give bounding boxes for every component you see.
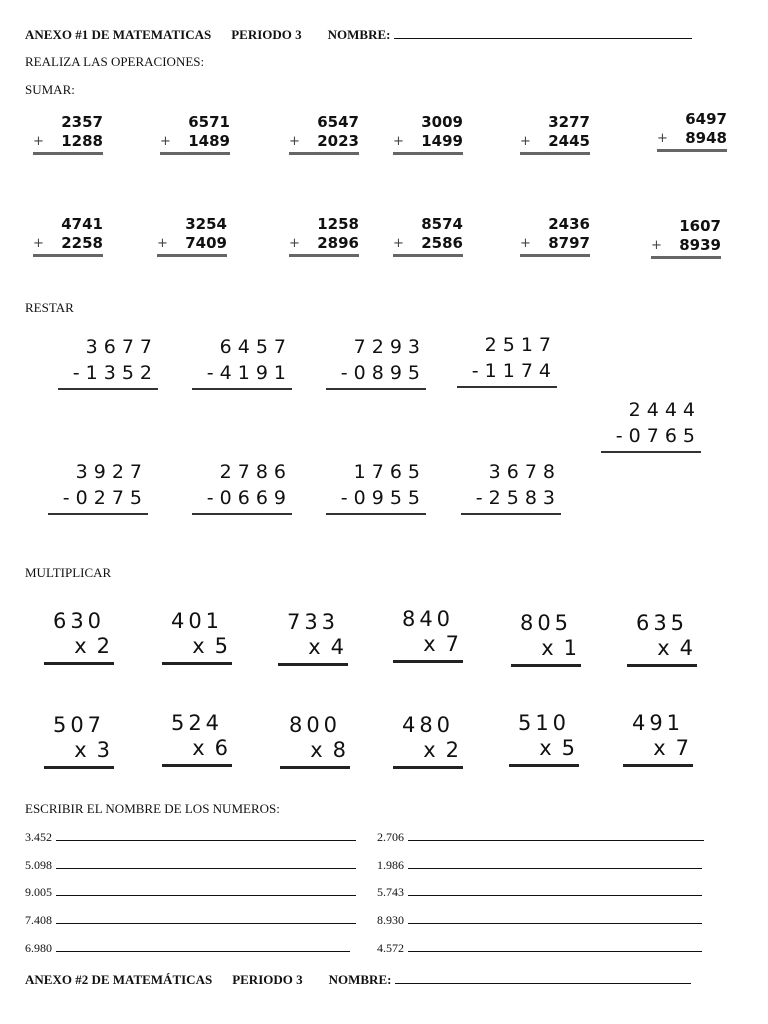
subtrahend: 0895 [353, 362, 426, 384]
plus-sign: + [520, 236, 531, 251]
addend-bottom: 2586 [421, 234, 463, 252]
multiplier-row [162, 634, 232, 659]
subtraction-problem [192, 459, 292, 515]
multiplicand: 507 [52, 713, 106, 737]
multiplication-problem [278, 610, 348, 666]
minus-sign: - [615, 425, 629, 447]
multiplication-problem [44, 713, 114, 769]
answer-line[interactable] [44, 662, 114, 665]
minuend: 2786 [219, 461, 292, 483]
multiplier-row [511, 636, 581, 661]
multiplicand: 491 [631, 711, 685, 735]
answer-line[interactable] [326, 388, 426, 390]
subtrahend-row [192, 485, 292, 511]
answer-line[interactable] [520, 254, 590, 257]
subtrahend: 0275 [75, 487, 148, 509]
addend-bottom: 8797 [548, 234, 590, 252]
answer-line[interactable] [509, 764, 579, 767]
minuend: 2444 [628, 399, 701, 421]
multiplication-problem [393, 607, 463, 663]
worksheet-title: ANEXO #1 DE MATEMATICAS [25, 27, 212, 42]
times-sign: x [192, 634, 209, 658]
answer-line[interactable] [623, 764, 693, 767]
minuend: 3677 [85, 336, 158, 358]
minus-sign: - [471, 360, 485, 382]
addend-top: 6497 [685, 110, 727, 128]
addition-heading: SUMAR: [25, 82, 75, 97]
subtrahend: 1352 [85, 362, 158, 384]
addend-bottom-row [657, 129, 727, 148]
subtrahend: 0955 [353, 487, 426, 509]
minuend: 3678 [488, 461, 561, 483]
addend-bottom-row [160, 132, 230, 151]
multiplier: 1 [563, 636, 581, 660]
multiplier-row [393, 632, 463, 657]
answer-line[interactable] [627, 664, 697, 667]
multiplication-problem [162, 711, 232, 767]
addend-top: 2436 [548, 215, 590, 233]
addition-problem [33, 113, 103, 155]
addend-top: 3277 [548, 113, 590, 131]
subtraction-problem [48, 459, 148, 515]
minuend: 7293 [353, 336, 426, 358]
name-line-2[interactable] [395, 971, 691, 984]
plus-sign: + [393, 236, 404, 251]
times-sign: x [423, 738, 440, 762]
answer-line[interactable] [162, 764, 232, 767]
addend-bottom-row [651, 236, 721, 255]
multiplicand: 401 [170, 609, 224, 633]
multiplier: 2 [445, 738, 463, 762]
multiplier: 2 [96, 634, 114, 658]
addend-top: 1607 [679, 217, 721, 235]
answer-line[interactable] [408, 885, 702, 896]
multiplication-problem [509, 711, 579, 767]
addend-bottom-row [393, 234, 463, 253]
answer-line[interactable] [408, 941, 702, 952]
subtraction-problem [326, 459, 426, 515]
answer-line[interactable] [48, 513, 148, 515]
multiplier: 4 [679, 636, 697, 660]
plus-sign: + [289, 134, 300, 149]
multiplier: 7 [445, 632, 463, 656]
answer-line[interactable] [192, 513, 292, 515]
answer-line[interactable] [393, 254, 463, 257]
multiplicand: 800 [288, 713, 342, 737]
minus-sign: - [72, 362, 86, 384]
multiplier: 5 [561, 736, 579, 760]
minuend: 6457 [219, 336, 292, 358]
plus-sign: + [393, 134, 404, 149]
minus-sign: - [206, 362, 220, 384]
multiplication-problem [511, 611, 581, 667]
answer-line[interactable] [33, 254, 103, 257]
multiplication-problem [162, 609, 232, 665]
number-value: 5.098 [25, 858, 52, 872]
addition-problem [393, 113, 463, 155]
answer-line[interactable] [280, 766, 350, 769]
plus-sign: + [33, 236, 44, 251]
multiplicand: 840 [401, 607, 455, 631]
answer-line[interactable] [289, 254, 359, 257]
number-name-row [25, 885, 356, 900]
addend-bottom-row [289, 132, 359, 151]
subtrahend-row [192, 360, 292, 386]
subtraction-problem [192, 334, 292, 390]
addend-bottom: 2445 [548, 132, 590, 150]
answer-line[interactable] [289, 152, 359, 155]
times-sign: x [539, 736, 556, 760]
answer-line[interactable] [33, 152, 103, 155]
addend-bottom: 1499 [421, 132, 463, 150]
number-name-row [377, 830, 704, 845]
number-value: 5.743 [377, 885, 404, 899]
answer-line[interactable] [408, 913, 702, 924]
number-value: 8.930 [377, 913, 404, 927]
answer-line[interactable] [511, 664, 581, 667]
addend-top: 3254 [185, 215, 227, 233]
addend-bottom-row [393, 132, 463, 151]
number-names-heading: ESCRIBIR EL NOMBRE DE LOS NUMEROS: [25, 801, 280, 816]
times-sign: x [74, 738, 91, 762]
number-value: 6.980 [25, 941, 52, 955]
answer-line[interactable] [162, 662, 232, 665]
addition-problem [33, 215, 103, 257]
answer-line[interactable] [393, 766, 463, 769]
addition-problem [289, 215, 359, 257]
period-label-2: PERIODO 3 [232, 972, 303, 987]
addition-problem [520, 215, 590, 257]
subtrahend: 2583 [488, 487, 561, 509]
multiplicand: 733 [286, 610, 340, 634]
times-sign: x [310, 738, 327, 762]
addend-top: 6571 [188, 113, 230, 131]
answer-line[interactable] [44, 766, 114, 769]
times-sign: x [653, 736, 670, 760]
instructions: REALIZA LAS OPERACIONES: [25, 54, 205, 69]
multiplicand: 630 [52, 609, 106, 633]
minus-sign: - [62, 487, 76, 509]
answer-line[interactable] [461, 513, 561, 515]
addend-bottom: 2896 [317, 234, 359, 252]
worksheet-title-2: ANEXO #2 DE MATEMÁTICAS [25, 972, 213, 987]
subtrahend: 4191 [219, 362, 292, 384]
addend-bottom: 8948 [685, 129, 727, 147]
minus-sign: - [206, 487, 220, 509]
subtrahend-row [457, 358, 557, 384]
times-sign: x [423, 632, 440, 656]
plus-sign: + [33, 134, 44, 149]
multiplier: 8 [332, 738, 350, 762]
addition-problem [393, 215, 463, 257]
number-value: 2.706 [377, 830, 404, 844]
answer-line[interactable] [393, 152, 463, 155]
answer-line[interactable] [408, 830, 704, 841]
subtraction-problem [58, 334, 158, 390]
number-name-row [377, 941, 702, 956]
multiplicand: 635 [635, 611, 689, 635]
multiplication-problem [623, 711, 693, 767]
addend-top: 8574 [421, 215, 463, 233]
times-sign: x [192, 736, 209, 760]
subtrahend-row [326, 485, 426, 511]
addend-bottom-row [520, 132, 590, 151]
minus-sign: - [340, 362, 354, 384]
multiplicand: 524 [170, 711, 224, 735]
multiplicand: 805 [519, 611, 573, 635]
addend-bottom: 2023 [317, 132, 359, 150]
subtraction-heading: RESTAR [25, 300, 74, 315]
addend-top: 6547 [317, 113, 359, 131]
multiplier-row [509, 736, 579, 761]
addend-top: 3009 [421, 113, 463, 131]
multiplier: 6 [214, 736, 232, 760]
multiplier-row [162, 736, 232, 761]
answer-line[interactable] [56, 830, 356, 841]
plus-sign: + [157, 236, 168, 251]
name-label: NOMBRE: [327, 27, 391, 42]
plus-sign: + [651, 238, 662, 253]
answer-line[interactable] [192, 388, 292, 390]
subtraction-problem [601, 397, 701, 453]
addend-top: 1258 [317, 215, 359, 233]
multiplier-row [44, 634, 114, 659]
worksheet-header-2 [25, 971, 691, 988]
addition-problem [157, 215, 227, 257]
minuend: 3927 [75, 461, 148, 483]
multiplicand: 510 [517, 711, 571, 735]
answer-line[interactable] [408, 858, 702, 869]
answer-line[interactable] [56, 858, 356, 869]
addition-problem [289, 113, 359, 155]
number-value: 3.452 [25, 830, 52, 844]
plus-sign: + [289, 236, 300, 251]
subtrahend: 0669 [219, 487, 292, 509]
addend-bottom: 2258 [61, 234, 103, 252]
minuend: 1765 [353, 461, 426, 483]
answer-line[interactable] [157, 254, 227, 257]
minus-sign: - [340, 487, 354, 509]
addend-bottom-row [157, 234, 227, 253]
number-name-row [377, 858, 702, 873]
multiplier-row [280, 738, 350, 763]
answer-line[interactable] [457, 386, 557, 388]
answer-line[interactable] [520, 152, 590, 155]
number-value: 1.986 [377, 858, 404, 872]
times-sign: x [308, 635, 325, 659]
number-value: 7.408 [25, 913, 52, 927]
multiplier-row [627, 636, 697, 661]
addition-problem [657, 110, 727, 152]
answer-line[interactable] [160, 152, 230, 155]
addition-problem [520, 113, 590, 155]
times-sign: x [74, 634, 91, 658]
number-name-row [377, 913, 702, 928]
answer-line[interactable] [278, 663, 348, 666]
minus-sign: - [475, 487, 489, 509]
answer-line[interactable] [56, 885, 356, 896]
worksheet-header [25, 26, 692, 43]
number-name-row [25, 830, 356, 845]
multiplier: 4 [330, 635, 348, 659]
subtraction-problem [326, 334, 426, 390]
subtraction-problem [461, 459, 561, 515]
answer-line[interactable] [601, 451, 701, 453]
number-name-row [377, 885, 702, 900]
multiplication-heading: MULTIPLICAR [25, 565, 112, 580]
number-name-row [25, 858, 356, 873]
number-value: 9.005 [25, 885, 52, 899]
multiplier-row [623, 736, 693, 761]
addend-bottom: 7409 [185, 234, 227, 252]
addition-problem [651, 217, 721, 259]
number-name-row [25, 941, 350, 956]
answer-line[interactable] [58, 388, 158, 390]
multiplication-problem [627, 611, 697, 667]
multiplier-row [44, 738, 114, 763]
name-label-2: NOMBRE: [328, 972, 392, 987]
answer-line[interactable] [56, 941, 350, 952]
addend-bottom: 1288 [61, 132, 103, 150]
addend-top: 4741 [61, 215, 103, 233]
plus-sign: + [160, 134, 171, 149]
plus-sign: + [520, 134, 531, 149]
subtrahend: 0765 [628, 425, 701, 447]
multiplicand: 480 [401, 713, 455, 737]
multiplier-row [278, 635, 348, 660]
period-label: PERIODO 3 [231, 27, 302, 42]
multiplier: 3 [96, 738, 114, 762]
addition-problem [160, 113, 230, 155]
times-sign: x [541, 636, 558, 660]
addend-bottom: 1489 [188, 132, 230, 150]
multiplication-problem [393, 713, 463, 769]
number-name-row [25, 913, 356, 928]
addend-bottom-row [520, 234, 590, 253]
multiplier: 5 [214, 634, 232, 658]
multiplier: 7 [675, 736, 693, 760]
plus-sign: + [657, 131, 668, 146]
addend-bottom-row [33, 234, 103, 253]
addend-bottom: 8939 [679, 236, 721, 254]
subtrahend: 1174 [484, 360, 557, 382]
addend-bottom-row [289, 234, 359, 253]
subtrahend-row [48, 485, 148, 511]
subtrahend-row [326, 360, 426, 386]
answer-line[interactable] [393, 660, 463, 663]
answer-line[interactable] [651, 256, 721, 259]
subtrahend-row [461, 485, 561, 511]
minuend: 2517 [484, 334, 557, 356]
answer-line[interactable] [657, 149, 727, 152]
number-value: 4.572 [377, 941, 404, 955]
addend-top: 2357 [61, 113, 103, 131]
times-sign: x [657, 636, 674, 660]
subtrahend-row [601, 423, 701, 449]
name-line[interactable] [394, 26, 692, 39]
addend-bottom-row [33, 132, 103, 151]
subtraction-problem [457, 332, 557, 388]
multiplication-problem [280, 713, 350, 769]
answer-line[interactable] [326, 513, 426, 515]
subtrahend-row [58, 360, 158, 386]
multiplication-problem [44, 609, 114, 665]
multiplier-row [393, 738, 463, 763]
answer-line[interactable] [56, 913, 356, 924]
